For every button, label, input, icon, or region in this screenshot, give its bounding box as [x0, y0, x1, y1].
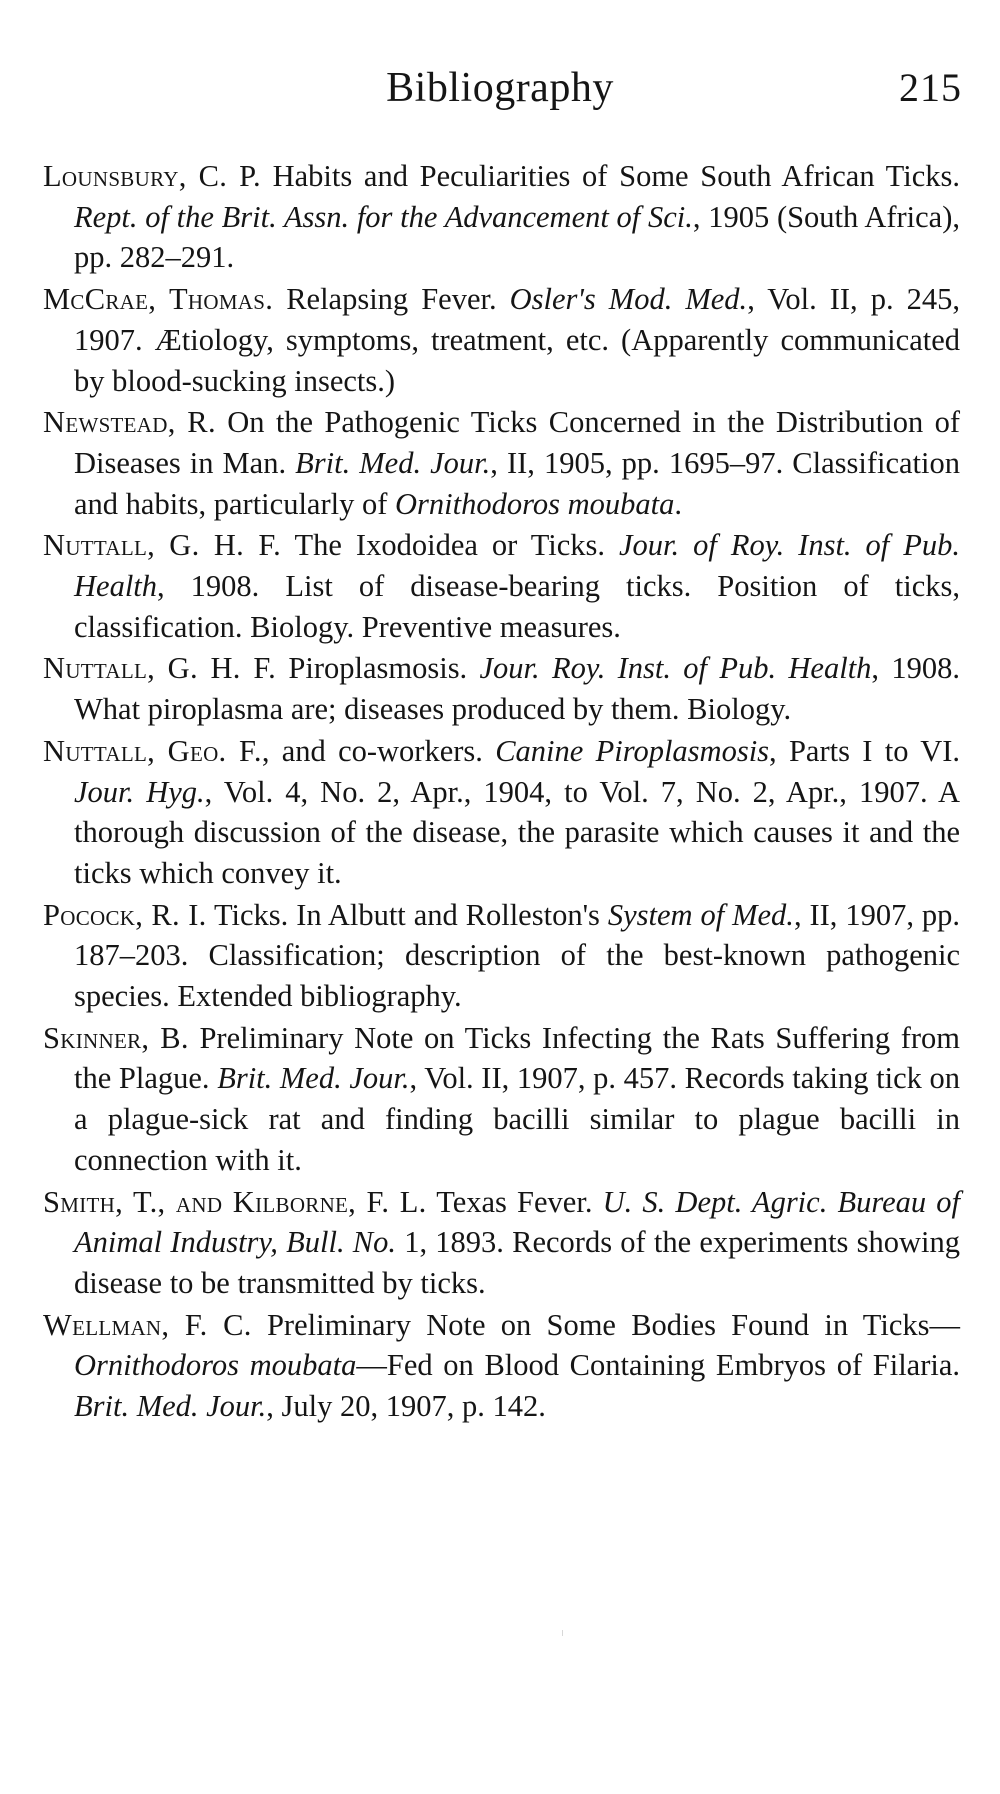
- bibliography-entry: [43, 525, 960, 647]
- bibliography-entry: [43, 402, 960, 524]
- entry-source-title: System of Med.: [607, 897, 794, 932]
- bibliography-entry: [43, 279, 960, 401]
- entry-author: Nuttall, G. H. F.: [43, 528, 282, 563]
- entry-author: Nuttall, Geo. F.: [43, 733, 262, 768]
- bibliography-entry: [43, 731, 960, 894]
- bibliography-entry: [43, 648, 960, 729]
- entry-text: 1, 1893. Records of the experiments showing disease to be transmitted by ticks.: [74, 1225, 960, 1300]
- entry-source-title: Osler's Mod. Med.: [509, 282, 748, 317]
- entry-text: , Parts I to VI.: [769, 733, 961, 768]
- entry-author: Pocock, R. I.: [43, 897, 207, 932]
- entry-author: Skinner, B.: [43, 1020, 189, 1055]
- entry-text: —Fed on Blood Containing Embryos of Filaria.: [356, 1348, 961, 1383]
- entry-text: , II, 1905, pp. 1695–97. Classification and habits, particularly of: [74, 445, 960, 521]
- entry-text: , Vol. 4, No. 2, Apr., 1904, to Vol. 7, No. 2, Apr., 1907. A thorough discussion of the disease, the parasite which causes it and the ticks which convey it.: [74, 774, 960, 890]
- entry-text: , July 20, 1907, p. 142.: [266, 1389, 546, 1424]
- bibliography-entry: [43, 1018, 960, 1181]
- bibliography-entry: [43, 1182, 960, 1304]
- page-title: Bibliography: [386, 65, 614, 111]
- entry-author: Smith, T., and Kilborne, F. L.: [43, 1184, 427, 1219]
- entry-author: Wellman, F. C.: [43, 1307, 252, 1342]
- entry-source-title: Canine Piroplasmosis: [495, 733, 770, 768]
- entry-text: , 1905 (South Africa), pp. 282–291.: [74, 199, 960, 275]
- entry-source-title: Brit. Med. Jour.: [217, 1061, 410, 1096]
- entry-text: The Ixodoidea or Ticks.: [281, 528, 619, 563]
- entry-text: , 1908. List of disease-bearing ticks. Position of ticks, classification. Biology. Preventive measures.: [74, 569, 960, 644]
- scan-speck: [562, 1630, 563, 1636]
- entry-text: Piroplasmosis.: [276, 651, 480, 686]
- entry-text: Relapsing Fever.: [273, 282, 510, 317]
- entry-text: Ticks. In Albutt and Rolleston's: [206, 897, 608, 932]
- entry-text: , II, 1907, pp. 187–203. Classification; description of the best-known pathogenic species. Extended bibliography.: [74, 897, 960, 1014]
- entry-source-title: Jour. of Roy. Inst. of Pub. Health: [74, 528, 960, 604]
- entry-author: Lounsbury, C. P.: [43, 159, 261, 193]
- bibliography-entry: [43, 1305, 960, 1427]
- entry-text: , 1908. What piroplasma are; diseases produced by them. Biology.: [74, 651, 960, 727]
- entry-journal-title: Jour. Hyg.: [74, 774, 205, 809]
- entry-source-title: Rept. of the Brit. Assn. for the Advancement of Sci.: [74, 199, 693, 234]
- entry-text: Preliminary Note on Some Bodies Found in Ticks—: [251, 1307, 960, 1342]
- entry-species-name: Ornithodoros moubata: [74, 1348, 357, 1383]
- entry-text: , Vol. II, 1907, p. 457. Records taking tick on a plague-sick rat and finding bacilli similar to plague bacilli in connection with it.: [74, 1061, 961, 1177]
- entry-author: McCrae, Thomas.: [43, 282, 274, 317]
- bibliography-list: [43, 156, 960, 1428]
- entry-source-title: U. S. Dept. Agric. Bureau of Animal Industry, Bull. No.: [74, 1184, 960, 1260]
- entry-source-title: Brit. Med. Jour.: [295, 445, 491, 480]
- bibliography-entry: [43, 895, 960, 1017]
- entry-text: .: [674, 486, 682, 521]
- page-header: [0, 58, 1000, 118]
- entry-text: Habits and Peculiarities of Some South African Ticks.: [260, 159, 960, 193]
- page-number: 215: [899, 65, 962, 110]
- entry-text: Texas Fever.: [426, 1184, 603, 1219]
- entry-author: Newstead, R.: [43, 405, 216, 440]
- entry-source-title: Brit. Med. Jour.: [74, 1389, 267, 1424]
- entry-source-title: Jour. Roy. Inst. of Pub. Health: [479, 651, 872, 686]
- entry-text: On the Pathogenic Ticks Concerned in the Distribution of Diseases in Man.: [74, 405, 960, 480]
- entry-author: Nuttall, G. H. F.: [43, 651, 277, 686]
- entry-text: , Vol. II, p. 245, 1907. Ætiology, symptoms, treatment, etc. (Apparently communicated by blood-sucking insects.): [74, 282, 960, 398]
- entry-text: , and co-workers.: [261, 733, 496, 768]
- entry-text: Preliminary Note on Ticks Infecting the Rats Suffering from the Plague.: [74, 1020, 960, 1096]
- bibliography-entry: [43, 156, 960, 278]
- entry-species-name: Ornithodoros moubata: [395, 486, 675, 521]
